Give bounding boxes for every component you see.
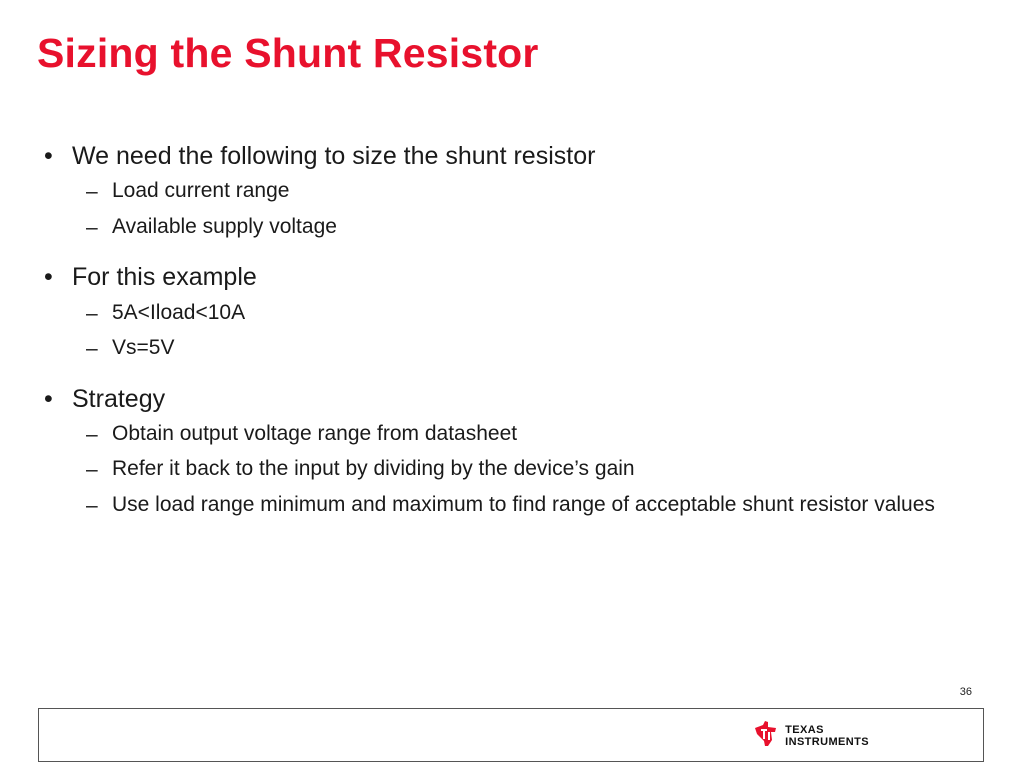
sub-item-text: Use load range minimum and maximum to find range of acceptable shunt resistor values: [112, 492, 935, 516]
sub-item: [86, 419, 964, 451]
sub-list: [86, 298, 964, 365]
bullet-item: [44, 259, 964, 295]
bullet-item: [44, 381, 964, 417]
bullet-marker: •: [44, 142, 53, 170]
sub-item: [86, 490, 964, 522]
dash-marker: –: [86, 215, 98, 239]
bullet-text: We need the following to size the shunt resistor: [72, 142, 596, 170]
sub-item-text: 5A<Iload<10A: [112, 300, 246, 324]
logo-line-2: INSTRUMENTS: [785, 735, 869, 748]
sub-item: [86, 333, 964, 365]
bullet-section: [44, 381, 964, 522]
bullet-section: [44, 138, 964, 243]
sub-list: [86, 419, 964, 522]
logo-line-1: TEXAS: [785, 723, 824, 736]
dash-marker: –: [86, 180, 98, 204]
sub-item-text: Available supply voltage: [112, 214, 337, 238]
dash-marker: –: [86, 337, 98, 360]
sub-item: [86, 454, 964, 486]
sub-item-text: Load current range: [112, 179, 290, 203]
bullet-marker: •: [44, 263, 53, 292]
page-number: 36: [959, 686, 972, 698]
bullet-text: Strategy: [72, 384, 166, 413]
sub-item-text: Refer it back to the input by dividing by the device’s gain: [112, 457, 635, 481]
dash-marker: –: [86, 493, 98, 517]
sub-item-text: Obtain output voltage range from datasheet: [112, 421, 518, 445]
logo-wordmark: [785, 725, 869, 748]
sub-item: [86, 212, 964, 244]
bullet-section: [44, 259, 964, 364]
slide-title: Sizing the Shunt Resistor: [37, 30, 539, 76]
dash-marker: –: [86, 458, 98, 482]
company-logo: [751, 719, 869, 754]
footer-bar: [38, 708, 984, 762]
ti-logo-icon: [751, 719, 781, 754]
dash-marker: –: [86, 422, 98, 446]
sub-item-text: Vs=5V: [112, 336, 175, 359]
bullet-marker: •: [44, 384, 53, 413]
bullet-text: For this example: [72, 263, 257, 292]
slide-body: [44, 138, 964, 537]
bullet-item: [44, 138, 964, 174]
sub-item: [86, 176, 964, 208]
sub-list: [86, 176, 964, 243]
sub-item: [86, 298, 964, 330]
dash-marker: –: [86, 301, 98, 325]
